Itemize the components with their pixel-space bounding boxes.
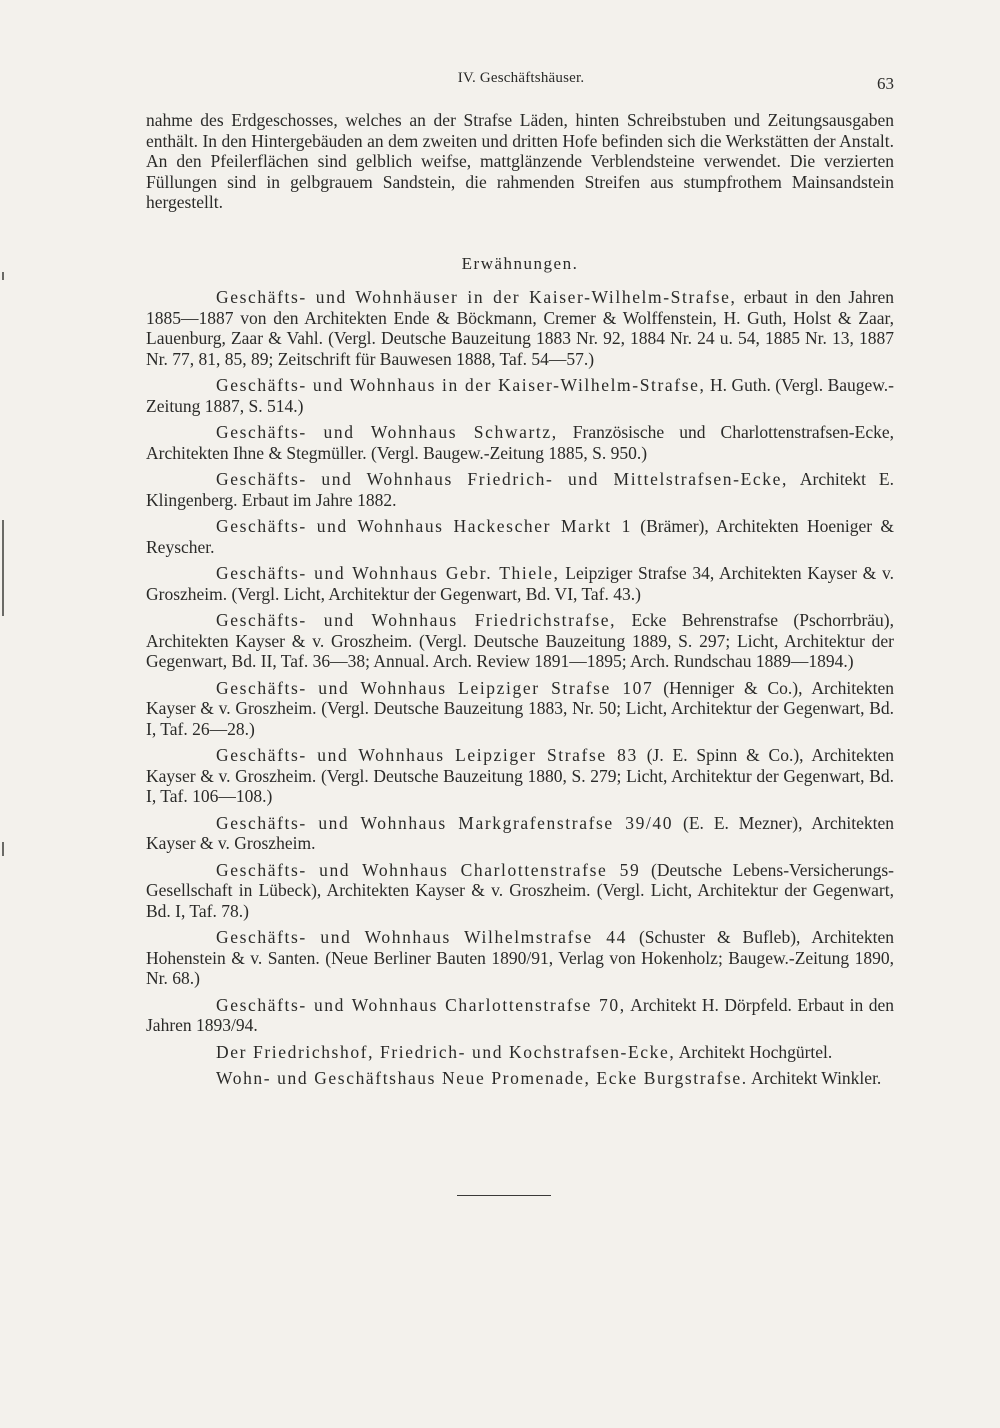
entry-item [146, 563, 894, 604]
entry-item [146, 860, 894, 922]
entry-lead: Geschäfts- und Wohnhaus Leipziger Strafse 83 [216, 745, 638, 765]
entry-lead: Geschäfts- und Wohnhaus Charlottenstrafse 70, [216, 994, 626, 1015]
entry-text: Leipziger Strafse 34, Architekten Kayser & v. Groszheim. (Vergl. Licht, Architektur der Gegenwart, Bd. VI, Taf. 43.) [146, 563, 894, 604]
entry-item [146, 287, 894, 369]
entry-lead: Geschäfts- und Wohnhaus Gebr. Thiele, [216, 563, 560, 583]
entry-item [146, 927, 894, 989]
entry-item [146, 610, 894, 672]
page-number: 63 [877, 74, 894, 93]
entry-text: (Brämer), Architekten Hoeniger & Reyscher. [146, 516, 894, 557]
entry-lead: Geschäfts- und Wohnhaus Friedrichstrafse, [216, 610, 617, 630]
entry-item [146, 422, 894, 463]
entry-text: Architekt Hochgürtel. [675, 1041, 833, 1062]
entry-text: (E. E. Mezner), Architekten Kayser & v. Groszheim. [146, 812, 894, 853]
entry-item [146, 813, 894, 854]
scan-edge-mark [2, 272, 4, 280]
entry-lead: Geschäfts- und Wohnhaus Hackescher Markt 1 [216, 516, 632, 536]
entry-lead: Geschäfts- und Wohnhaus Friedrich- und Mittelstrafsen-Ecke, [216, 469, 788, 489]
entry-text: H. Guth. (Vergl. Baugew.-Zeitung 1887, S. 514.) [146, 375, 894, 416]
entry-lead: Geschäfts- und Wohnhaus Schwartz, [216, 422, 558, 442]
section-heading: Erwähnungen. [461, 254, 579, 273]
entry-text: (Schuster & Bufleb), Architekten Hohenstein & v. Santen. (Neue Berliner Bauten 1890/91, Verlag von Hokenholz; Baugew.-Zeitung 1890, Nr. 68.) [146, 927, 894, 988]
entries-list [146, 287, 894, 1095]
entry-lead: Geschäfts- und Wohnhaus Markgrafenstrafse 39/40 [216, 812, 674, 833]
entry-text: Architekt E. Klingenberg. Erbaut im Jahre 1882. [146, 469, 894, 510]
entry-lead: Geschäfts- und Wohnhäuser in der Kaiser-Wilhelm-Strafse, [216, 287, 737, 307]
entry-item [146, 375, 894, 416]
entry-item [146, 1068, 894, 1089]
entry-item [146, 469, 894, 510]
running-header [146, 70, 896, 94]
entry-item [146, 516, 894, 557]
entry-lead: Der Friedrichshof, Friedrich- und Kochstrafsen-Ecke, [216, 1041, 676, 1062]
entry-text: Ecke Behrenstrafse (Pschorrbräu), Architekten Kayser & v. Groszheim. (Vergl. Deutsche Bauzeitung 1889, S. 297; Licht, Architektur der Gegenwart, Bd. II, Taf. 36—38; Annual. Arch. Review 1891—1895; Arch. Rundschau 1889—1894.) [146, 610, 894, 671]
entry-text: Architekt Winkler. [747, 1068, 882, 1088]
scan-edge-mark [2, 842, 4, 856]
entry-lead: Wohn- und Geschäftshaus Neue Promenade, Ecke Burgstrafse. [216, 1068, 748, 1088]
entry-lead: Geschäfts- und Wohnhaus Wilhelmstrafse 44 [216, 927, 627, 947]
entry-item [146, 678, 894, 740]
intro-paragraph: nahme des Erdgeschosses, welches an der Strafse Läden, hinten Schreibstuben und Zeitungsausgaben enthält. In den Hintergebäuden an dem zweiten und dritten Hofe befinden sich die Werkstätten der Anstalt. An den Pfeilerflächen sind gelblich weifse, mattglänzende Verblendsteine verwendet. Die verzierten Füllungen sind in gelbgrauem Sandstein, die rahmenden Streifen aus stumpfrothem Mainsandstein hergestellt. [146, 110, 894, 212]
intro-paragraph-block [146, 110, 894, 213]
closing-rule-divider [457, 1195, 551, 1196]
entry-item [146, 995, 894, 1036]
entry-text: (Deutsche Lebens-Versicherungs-Gesellschaft in Lübeck), Architekten Kayser & v. Groszheim. (Vergl. Licht, Architektur der Gegenwart, Bd. I, Taf. 78.) [146, 859, 894, 921]
entry-text: Französische und Charlottenstrafsen-Ecke, Architekten Ihne & Stegmüller. (Vergl. Baugew.-Zeitung 1885, S. 950.) [146, 422, 894, 463]
entry-text: (Henniger & Co.), Architekten Kayser & v. Groszheim. (Vergl. Deutsche Bauzeitung 1883, Nr. 50; Licht, Architektur der Gegenwart, Bd. I, Taf. 26—28.) [146, 677, 894, 739]
entry-lead: Geschäfts- und Wohnhaus in der Kaiser-Wilhelm-Strafse, [216, 375, 706, 395]
entry-lead: Geschäfts- und Wohnhaus Charlottenstrafse 59 [216, 859, 641, 880]
entry-text: Architekt H. Dörpfeld. Erbaut in den Jahren 1893/94. [146, 994, 894, 1035]
entry-text: erbaut in den Jahren 1885—1887 von den Architekten Ende & Böckmann, Cremer & Wolffenstein, H. Guth, Holst & Zaar, Lauenburg, Zaar & Vahl. (Vergl. Deutsche Bauzeitung 1883 Nr. 92, 1884 Nr. 24 u. 54, 1885 Nr. 13, 1887 Nr. 77, 81, 85, 89; Zeitschrift für Bauwesen 1888, Taf. 54—57.) [146, 287, 894, 369]
entry-item [146, 745, 894, 807]
chapter-title: IV. Geschäftshäuser. [457, 70, 585, 86]
entry-item [146, 1042, 894, 1063]
entry-text: (J. E. Spinn & Co.), Architekten Kayser & v. Groszheim. (Vergl. Deutsche Bauzeitung 1880, S. 279; Licht, Architektur der Gegenwart, Bd. I, Taf. 106—108.) [146, 745, 894, 806]
scan-edge-mark [2, 520, 4, 616]
entry-lead: Geschäfts- und Wohnhaus Leipziger Strafse 107 [216, 677, 654, 698]
